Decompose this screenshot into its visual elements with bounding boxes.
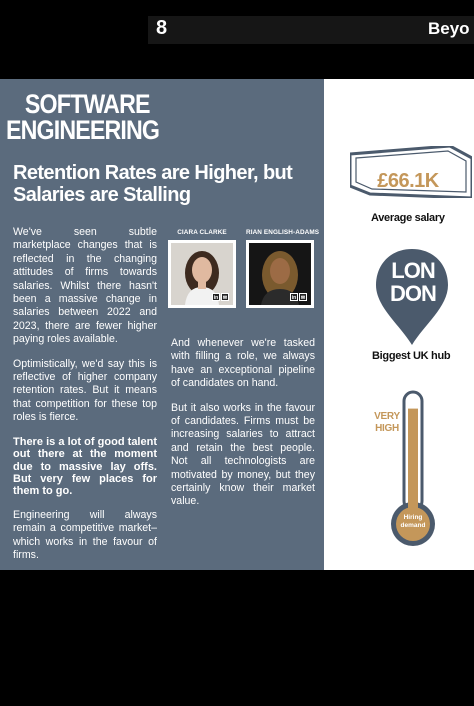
hub-city-line1: LON bbox=[391, 258, 435, 283]
paragraph: Optimistically, we'd say this is reflective of higher company retention rates. But it means that competition for these top roles is fierce. bbox=[13, 357, 157, 424]
social-badges bbox=[212, 293, 229, 301]
profile-card bbox=[246, 229, 320, 308]
section-title-line2: ENGINEERING bbox=[6, 115, 160, 145]
demand-caption-line1: Hiring bbox=[403, 514, 423, 521]
paragraph: But it also works in the favour of candidates. Firms must be increasing salaries to attract and retain the best people. Not all technologists are motivated by money, but they certainly know their market value. bbox=[171, 401, 315, 508]
linkedin-icon[interactable]: in bbox=[291, 295, 297, 301]
salary-value: £66.1K bbox=[377, 170, 439, 192]
article-headline: Retention Rates are Higher, but Salaries are Stalling bbox=[13, 162, 293, 206]
text-column-right bbox=[171, 337, 315, 520]
demand-level-line1: VERY bbox=[374, 411, 400, 422]
paragraph: And whenever we're tasked with filling a role, we always have an exceptional pipeline of candidates on hand. bbox=[171, 337, 315, 390]
paragraph: Engineering will always remain a competitive market– which works in the favour of firms. bbox=[13, 508, 157, 561]
page-number: 8 bbox=[156, 17, 168, 39]
section-title-line1: SOFTWARE bbox=[24, 89, 150, 119]
text-column-left bbox=[13, 226, 157, 573]
paragraph: We've seen subtle marketplace changes that is reflected in the changing attitudes of firms towards salaries. Whilst there hasn't been a massive change in salaries between 2022 and 2023, there are fewer higher paying roles available. bbox=[13, 226, 157, 346]
next-section-text: Beyo bbox=[428, 19, 470, 38]
hub-city bbox=[378, 259, 448, 305]
hub-caption: Biggest UK hub bbox=[372, 350, 451, 362]
email-icon[interactable]: ✉ bbox=[222, 295, 228, 301]
profile-photo bbox=[171, 243, 233, 305]
demand-level bbox=[372, 411, 402, 435]
hub-city-line2: DON bbox=[390, 281, 436, 306]
linkedin-icon[interactable]: in bbox=[213, 295, 219, 301]
demand-level-line2: HIGH bbox=[375, 423, 399, 434]
page-header-bar bbox=[148, 16, 474, 44]
profile-name: RIAN ENGLISH-ADAMS bbox=[246, 229, 320, 236]
pull-quote: There is a lot of good talent out there at the moment due to massive lay offs. But very few places for them to go. bbox=[13, 435, 157, 498]
salary-caption: Average salary bbox=[371, 212, 445, 224]
profile-photo-frame bbox=[246, 240, 314, 308]
profile-photo bbox=[249, 243, 311, 305]
email-icon[interactable]: ✉ bbox=[300, 295, 306, 301]
demand-caption-line2: demand bbox=[400, 521, 426, 529]
profile-name: CIARA CLARKE bbox=[177, 229, 227, 236]
section-title bbox=[6, 91, 184, 143]
profile-photo-frame bbox=[168, 240, 236, 308]
demand-caption bbox=[395, 514, 431, 529]
profile-card bbox=[168, 229, 236, 308]
social-badges bbox=[290, 293, 307, 301]
